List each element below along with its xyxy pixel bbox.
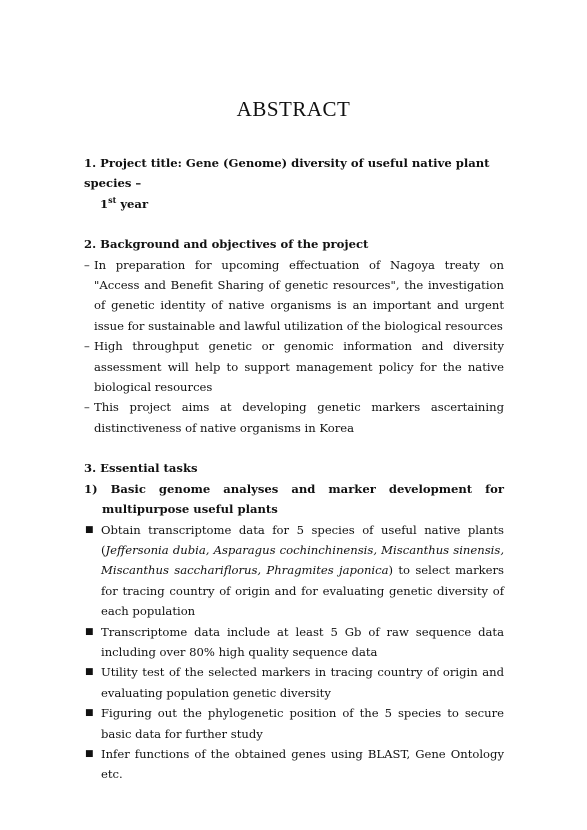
background-item [84,397,504,438]
task-subheading: 1) Basic genome analyses and marker development for multipurpose useful plants [84,481,504,517]
dash-marker: – [84,400,90,415]
background-item [84,336,504,397]
task-bullet-text: ) to select markers for tracing country of origin and for evaluating genetic diversity of each population [101,563,504,619]
task-bullet-text: Infer functions of the obtained genes using BLAST, Gene Ontology etc. [101,746,504,782]
square-bullet-icon: ■ [85,748,94,759]
abstract-title: ABSTRACT [236,97,351,121]
species-list: Jeffersonia dubia, Asparagus cochinchinensis, Miscanthus sinensis, Miscanthus sacchariflorus, Phragmites japonica [101,542,504,578]
section3-heading: 3. Essential tasks [84,461,198,476]
background-item-text: High throughput genetic or genomic information and diversity assessment will help to support management policy for the native biological resources [94,339,504,395]
year-suffix: st [108,194,117,205]
task-bullet [84,662,504,703]
task-bullet-text: Transcriptome data include at least 5 Gb of raw sequence data including over 80% high quality sequence data [101,624,504,659]
task-bullet [84,703,504,744]
section1-heading [84,153,504,214]
year-number: 1 [100,196,109,211]
dash-marker: – [84,339,90,354]
dash-marker: – [84,257,90,272]
abstract-body [84,153,504,785]
year-word: year [116,196,149,211]
task-bullet-text: Utility test of the selected markers in tracing country of origin and evaluating population genetic diversity [101,665,504,700]
section1-heading-line1: 1. Project title: Gene (Genome) diversity of useful native plant species – [84,156,490,191]
background-item-text: This project aims at developing genetic markers ascertaining distinctiveness of native organisms in Korea [94,400,504,435]
background-item-text: In preparation for upcoming effectuation of Nagoya treaty on "Access and Benefit Sharing of genetic resources", the investigation of genetic identity of native organisms is an important and urgent issue for sustainable and lawful utilization of the biological resources [94,257,504,333]
section2-heading: 2. Background and objectives of the project [84,237,369,252]
task-bullet [84,622,504,663]
task-bullet [84,520,504,622]
section1-heading-line2 [84,194,504,214]
background-item [84,255,504,337]
task-bullet [84,744,504,785]
square-bullet-icon: ■ [85,626,94,637]
task-bullet-text: Obtain transcriptome data for 5 species of useful native plants ( [101,522,504,557]
square-bullet-icon: ■ [85,708,94,719]
task-bullet-text: Figuring out the phylogenetic position of the 5 species to secure basic data for further study [101,706,504,741]
square-bullet-icon: ■ [85,667,94,678]
square-bullet-icon: ■ [85,524,94,535]
